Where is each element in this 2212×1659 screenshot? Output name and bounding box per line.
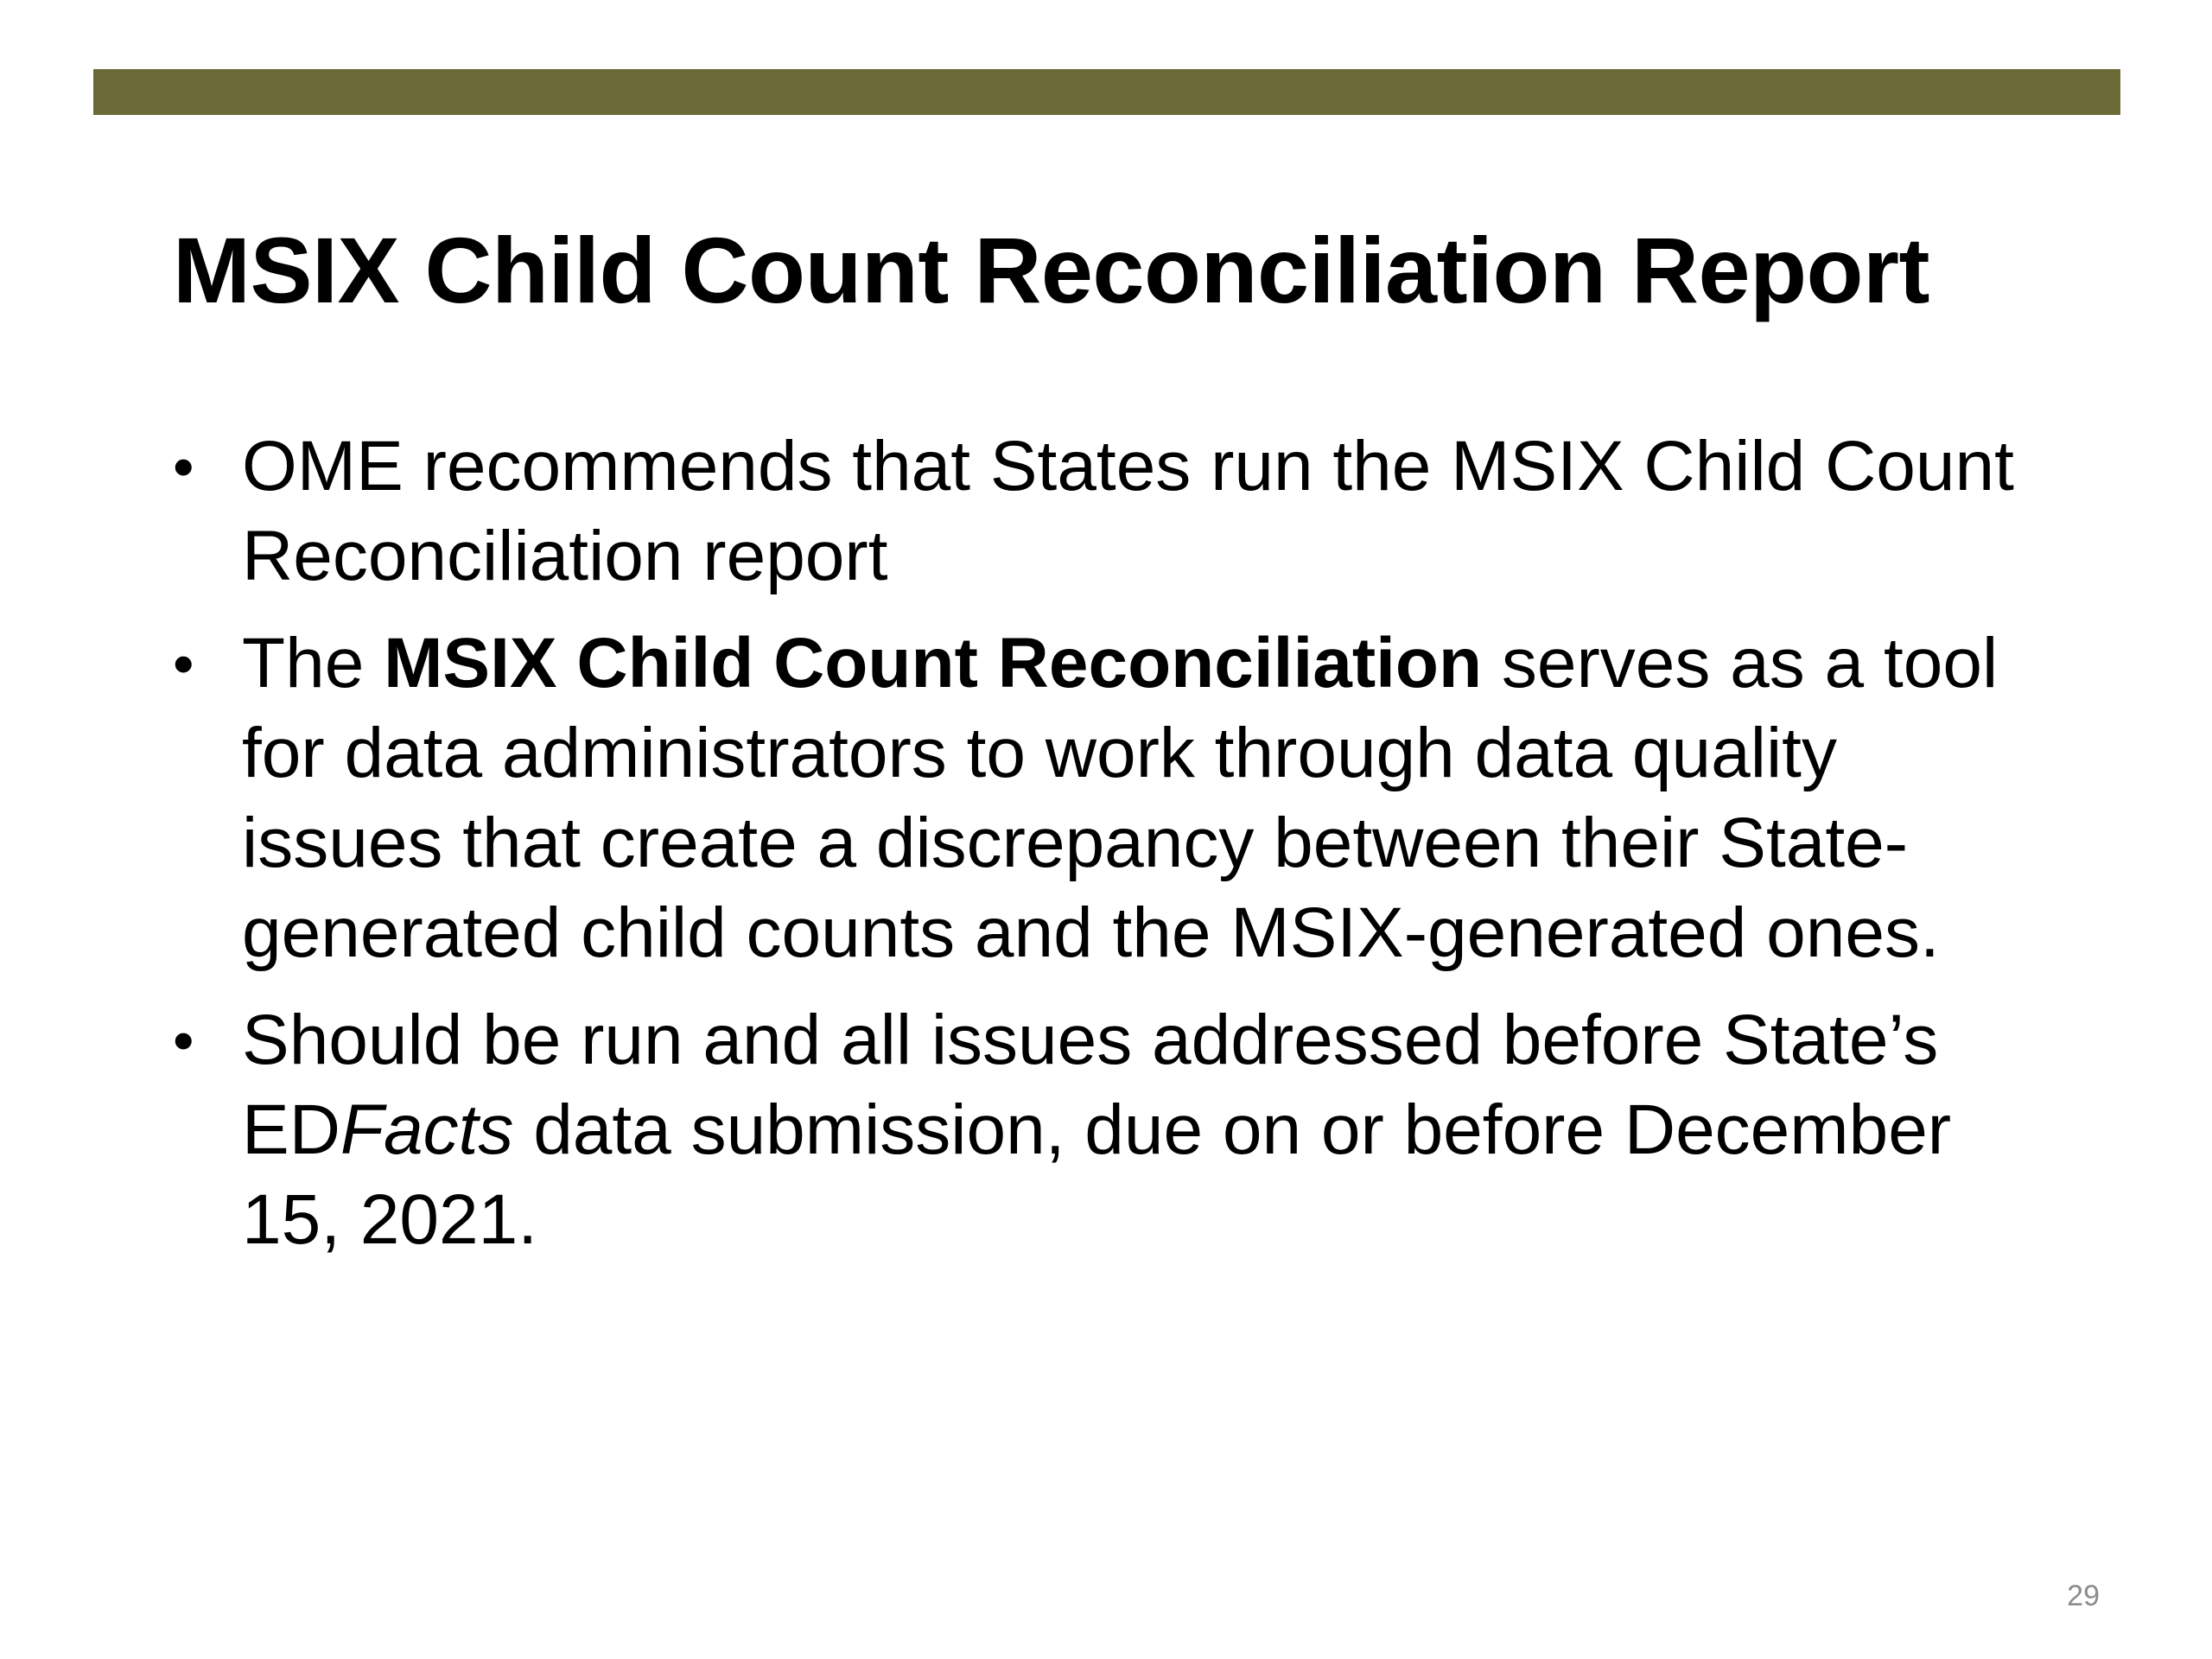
accent-bar [93,69,2120,115]
bullet-marker: • [173,1007,194,1074]
bullet-item [173,422,2031,601]
bullet-text: OME recommends that States run the MSIX Child Count Reconciliation report [242,427,2014,595]
bullet-text-lead: Should be run and all issues addressed before State’s ED [242,1001,1939,1169]
bullet-text [242,1001,1951,1259]
bullet-marker: • [173,433,194,500]
bullet-item [173,619,2031,978]
bullet-text-rest: data submission, due on or before December 15, 2021. [242,1090,1952,1259]
bullet-list [173,422,2031,1282]
bullet-text-emphasis: MSIX Child Count Reconciliation [384,624,1483,702]
bullet-text [242,624,1998,972]
bullet-text-rest: serves as a tool for data administrators to work through data quality issues that create a discrepancy between their State-generated child counts and the MSIX-generated ones. [242,624,1999,972]
page-number: 29 [2067,1580,2100,1612]
bullet-marker: • [173,630,194,697]
bullet-text-italic: Facts [340,1090,514,1169]
bullet-text-lead: The [242,624,385,702]
slide-title: MSIX Child Count Reconciliation Report [173,218,1929,322]
bullet-item [173,995,2031,1265]
